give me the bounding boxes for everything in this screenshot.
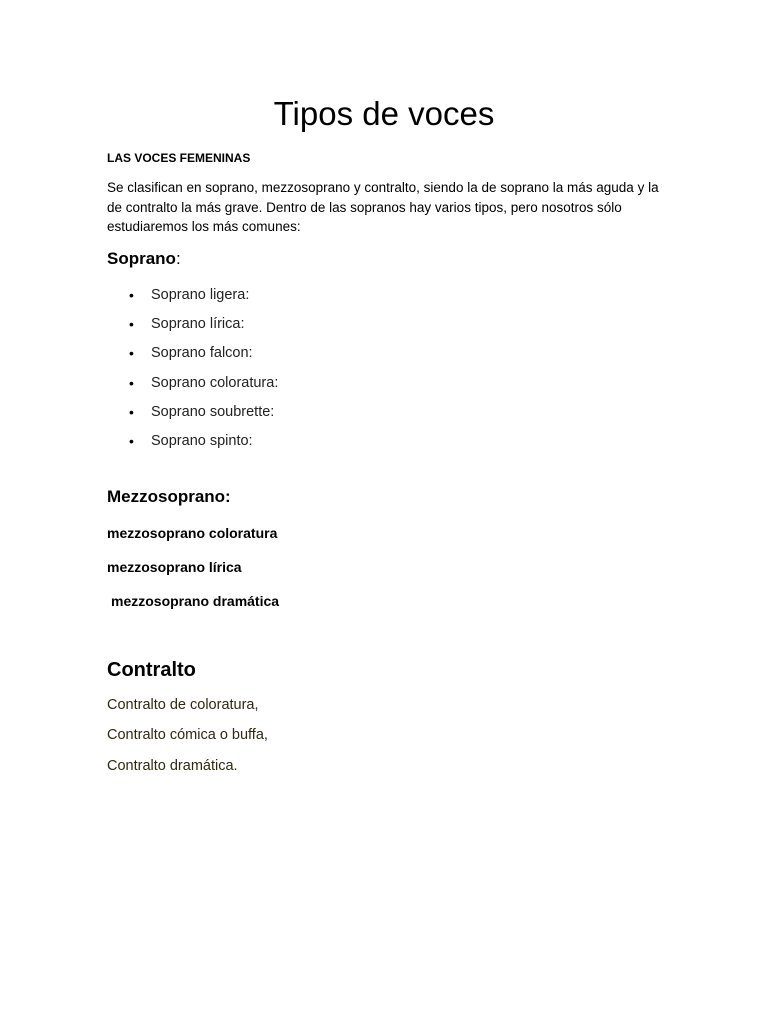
list-item-label: Soprano coloratura: [151,374,279,391]
document-title: Tipos de voces [273,95,495,132]
contralto-item: Contralto cómica o buffa, [107,727,268,743]
list-item-label: Soprano spinto: [151,432,253,449]
bullet-icon: • [129,287,134,303]
soprano-heading-text: Soprano [107,249,176,268]
list-item-label: Soprano falcon: [151,345,253,362]
contralto-item: Contralto de coloratura, [107,697,259,713]
soprano-heading [107,248,181,270]
list-item [107,400,278,429]
contralto-heading: Contralto [107,659,196,681]
mezzosoprano-heading: Mezzosoprano: [107,487,231,506]
mezzosoprano-item: mezzosoprano dramática [111,593,280,609]
bullet-icon: • [129,403,134,420]
intro-paragraph: Se clasifican en soprano, mezzosoprano y contralto, siendo la de soprano la más aguda y la de contralto la más grave. Dentro de las sopranos hay varios tipos, pero nosotros sólo estudiaremos los más comunes: [107,180,659,234]
list-item [107,371,278,400]
soprano-list [107,283,278,458]
list-item-label: Soprano lírica: [151,316,245,333]
list-item [107,312,278,341]
mezzosoprano-item: mezzosoprano coloratura [107,525,278,541]
mezzosoprano-item: mezzosoprano lírica [107,559,242,575]
bullet-icon: • [129,316,134,333]
list-item-label: Soprano ligera: [151,287,250,303]
bullet-icon: • [129,432,134,449]
list-item-label: Soprano soubrette: [151,403,275,420]
list-item [107,341,278,370]
list-item [107,283,278,312]
bullet-icon: • [129,345,134,362]
section-label: LAS VOCES FEMENINAS [107,151,251,165]
bullet-icon: • [129,374,134,391]
list-item [107,429,278,458]
contralto-item: Contralto dramática. [107,758,238,774]
soprano-heading-colon: : [175,249,181,268]
